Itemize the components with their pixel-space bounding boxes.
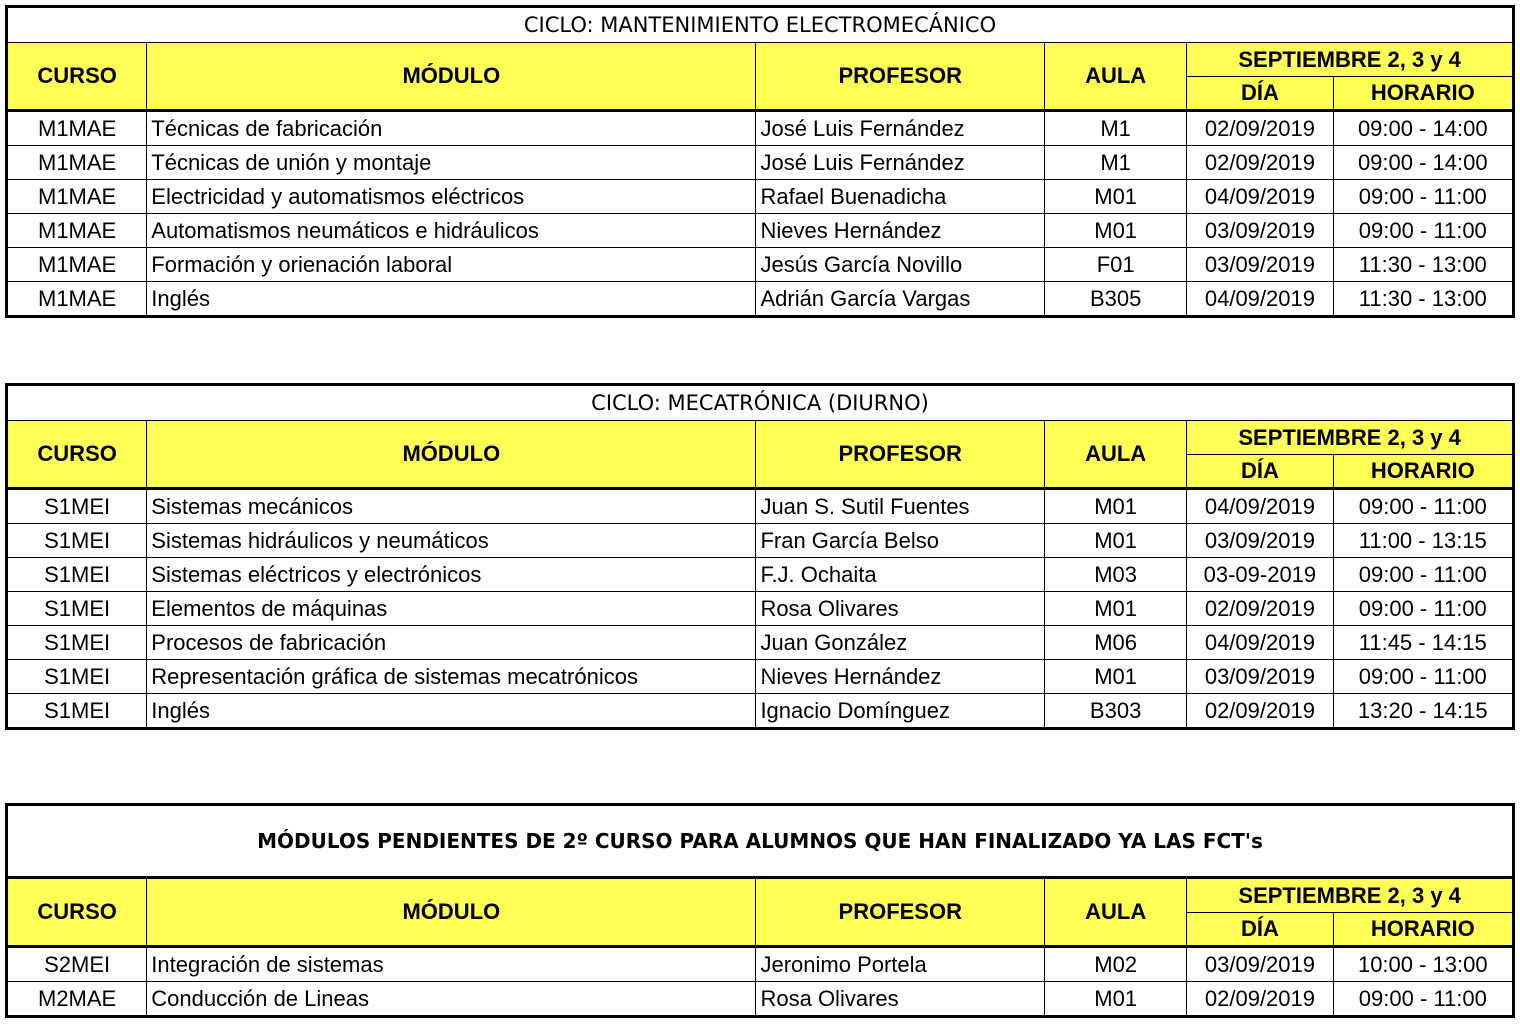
cell-dia: 04/09/2019 [1187,626,1333,660]
cell-dia: 02/09/2019 [1187,146,1333,180]
cell-dia: 02/09/2019 [1187,111,1333,146]
cell-aula: F01 [1045,248,1187,282]
cell-horario: 09:00 - 11:00 [1333,214,1513,248]
cell-horario: 10:00 - 13:00 [1333,947,1513,982]
cell-dia: 03/09/2019 [1187,947,1333,982]
header-aula: AULA [1045,878,1187,947]
cell-modulo: Integración de sistemas [147,947,756,982]
cell-horario: 11:00 - 13:15 [1333,524,1513,558]
cell-modulo: Representación gráfica de sistemas mecatrónicos [147,660,756,694]
cell-modulo: Técnicas de unión y montaje [147,146,756,180]
cell-profesor: Adrián García Vargas [756,282,1045,317]
table-row [7,947,1514,982]
header-aula: AULA [1045,43,1187,111]
cell-horario: 09:00 - 14:00 [1333,146,1513,180]
cell-aula: M1 [1045,146,1187,180]
cell-modulo: Sistemas hidráulicos y neumáticos [147,524,756,558]
cell-profesor: Rosa Olivares [756,982,1045,1017]
cell-profesor: José Luis Fernández [756,111,1045,146]
cell-horario: 09:00 - 11:00 [1333,180,1513,214]
cell-curso: S1MEI [7,592,147,626]
cell-aula: M01 [1045,180,1187,214]
header-dia: DÍA [1187,913,1333,947]
cell-modulo: Elementos de máquinas [147,592,756,626]
cell-profesor: Ignacio Domínguez [756,694,1045,729]
cell-profesor: Rosa Olivares [756,592,1045,626]
header-modulo: MÓDULO [147,421,756,489]
cell-modulo: Técnicas de fabricación [147,111,756,146]
header-dates: SEPTIEMBRE 2, 3 y 4 [1187,43,1514,77]
table-row [7,592,1514,626]
header-horario: HORARIO [1333,77,1513,111]
header-dates: SEPTIEMBRE 2, 3 y 4 [1187,878,1514,913]
cell-dia: 03-09-2019 [1187,558,1333,592]
cell-curso: S1MEI [7,524,147,558]
cell-profesor: Juan González [756,626,1045,660]
cell-aula: M01 [1045,214,1187,248]
table-row [7,248,1514,282]
cell-profesor: José Luis Fernández [756,146,1045,180]
cell-curso: S1MEI [7,558,147,592]
cell-dia: 02/09/2019 [1187,694,1333,729]
cell-curso: S1MEI [7,694,147,729]
table-row [7,282,1514,317]
cell-aula: M02 [1045,947,1187,982]
header-horario: HORARIO [1333,913,1513,947]
header-curso: CURSO [7,421,147,489]
cell-curso: S1MEI [7,489,147,524]
cell-dia: 03/09/2019 [1187,524,1333,558]
cell-aula: M06 [1044,626,1186,660]
schedule-table-mecatronica [5,383,1515,730]
cell-curso: M1MAE [7,248,147,282]
cell-curso: M1MAE [7,282,147,317]
cell-profesor: F.J. Ochaita [756,558,1045,592]
cell-dia: 02/09/2019 [1187,592,1333,626]
header-horario: HORARIO [1333,455,1513,489]
cell-aula: M01 [1044,592,1186,626]
header-modulo: MÓDULO [147,878,756,947]
cell-aula: M1 [1045,111,1187,146]
cell-aula: B305 [1045,282,1187,317]
header-modulo: MÓDULO [147,43,756,111]
cell-horario: 09:00 - 11:00 [1333,489,1513,524]
cell-curso: M1MAE [7,111,147,146]
cell-profesor: Fran García Belso [756,524,1045,558]
header-aula: AULA [1044,421,1186,489]
cell-dia: 02/09/2019 [1187,982,1333,1017]
table-row [7,660,1514,694]
cell-modulo: Sistemas mecánicos [147,489,756,524]
cell-curso: M1MAE [7,146,147,180]
header-dia: DÍA [1187,455,1333,489]
cell-horario: 09:00 - 11:00 [1333,982,1513,1017]
header-curso: CURSO [7,43,147,111]
table-row [7,146,1514,180]
cell-aula: M01 [1044,489,1186,524]
cell-profesor: Rafael Buenadicha [756,180,1045,214]
table-row [7,214,1514,248]
cell-aula: M01 [1044,660,1186,694]
cell-dia: 04/09/2019 [1187,489,1333,524]
cell-dia: 04/09/2019 [1187,180,1333,214]
cell-horario: 11:45 - 14:15 [1333,626,1513,660]
table-row [7,982,1514,1017]
cell-aula: M03 [1044,558,1186,592]
schedule-table-pendientes [5,803,1515,1018]
schedule-table-mantenimiento [5,5,1515,318]
cell-curso: S1MEI [7,626,147,660]
cell-modulo: Formación y orienación laboral [147,248,756,282]
cell-modulo: Sistemas eléctricos y electrónicos [147,558,756,592]
table-title: CICLO: MECATRÓNICA (DIURNO) [7,385,1514,421]
header-dia: DÍA [1187,77,1333,111]
header-curso: CURSO [7,878,147,947]
table-row [7,111,1514,146]
cell-horario: 09:00 - 11:00 [1333,660,1513,694]
table-row [7,694,1514,729]
cell-profesor: Juan S. Sutil Fuentes [756,489,1045,524]
cell-modulo: Automatismos neumáticos e hidráulicos [147,214,756,248]
table-row [7,524,1514,558]
cell-curso: M2MAE [7,982,147,1017]
cell-horario: 09:00 - 14:00 [1333,111,1513,146]
cell-horario: 13:20 - 14:15 [1333,694,1513,729]
table-row [7,180,1514,214]
cell-profesor: Jeronimo Portela [756,947,1045,982]
table-title: MÓDULOS PENDIENTES DE 2º CURSO PARA ALUMNOS QUE HAN FINALIZADO YA LAS FCT's [7,805,1514,878]
cell-modulo: Electricidad y automatismos eléctricos [147,180,756,214]
table-title: CICLO: MANTENIMIENTO ELECTROMECÁNICO [7,7,1514,43]
header-profesor: PROFESOR [756,421,1045,489]
cell-modulo: Inglés [147,694,756,729]
cell-dia: 04/09/2019 [1187,282,1333,317]
cell-dia: 03/09/2019 [1187,214,1333,248]
table-row [7,626,1514,660]
header-profesor: PROFESOR [756,43,1045,111]
cell-curso: S2MEI [7,947,147,982]
cell-modulo: Conducción de Lineas [147,982,756,1017]
cell-aula: M01 [1044,524,1186,558]
cell-aula: B303 [1044,694,1186,729]
cell-curso: M1MAE [7,214,147,248]
cell-aula: M01 [1045,982,1187,1017]
header-profesor: PROFESOR [756,878,1045,947]
cell-profesor: Nieves Hernández [756,660,1045,694]
table-row [7,489,1514,524]
cell-modulo: Inglés [147,282,756,317]
cell-curso: M1MAE [7,180,147,214]
cell-modulo: Procesos de fabricación [147,626,756,660]
cell-horario: 09:00 - 11:00 [1333,592,1513,626]
cell-profesor: Nieves Hernández [756,214,1045,248]
cell-horario: 11:30 - 13:00 [1333,248,1513,282]
cell-dia: 03/09/2019 [1187,660,1333,694]
header-dates: SEPTIEMBRE 2, 3 y 4 [1187,421,1514,455]
table-row [7,558,1514,592]
cell-horario: 09:00 - 11:00 [1333,558,1513,592]
cell-curso: S1MEI [7,660,147,694]
cell-horario: 11:30 - 13:00 [1333,282,1513,317]
cell-dia: 03/09/2019 [1187,248,1333,282]
cell-profesor: Jesús García Novillo [756,248,1045,282]
